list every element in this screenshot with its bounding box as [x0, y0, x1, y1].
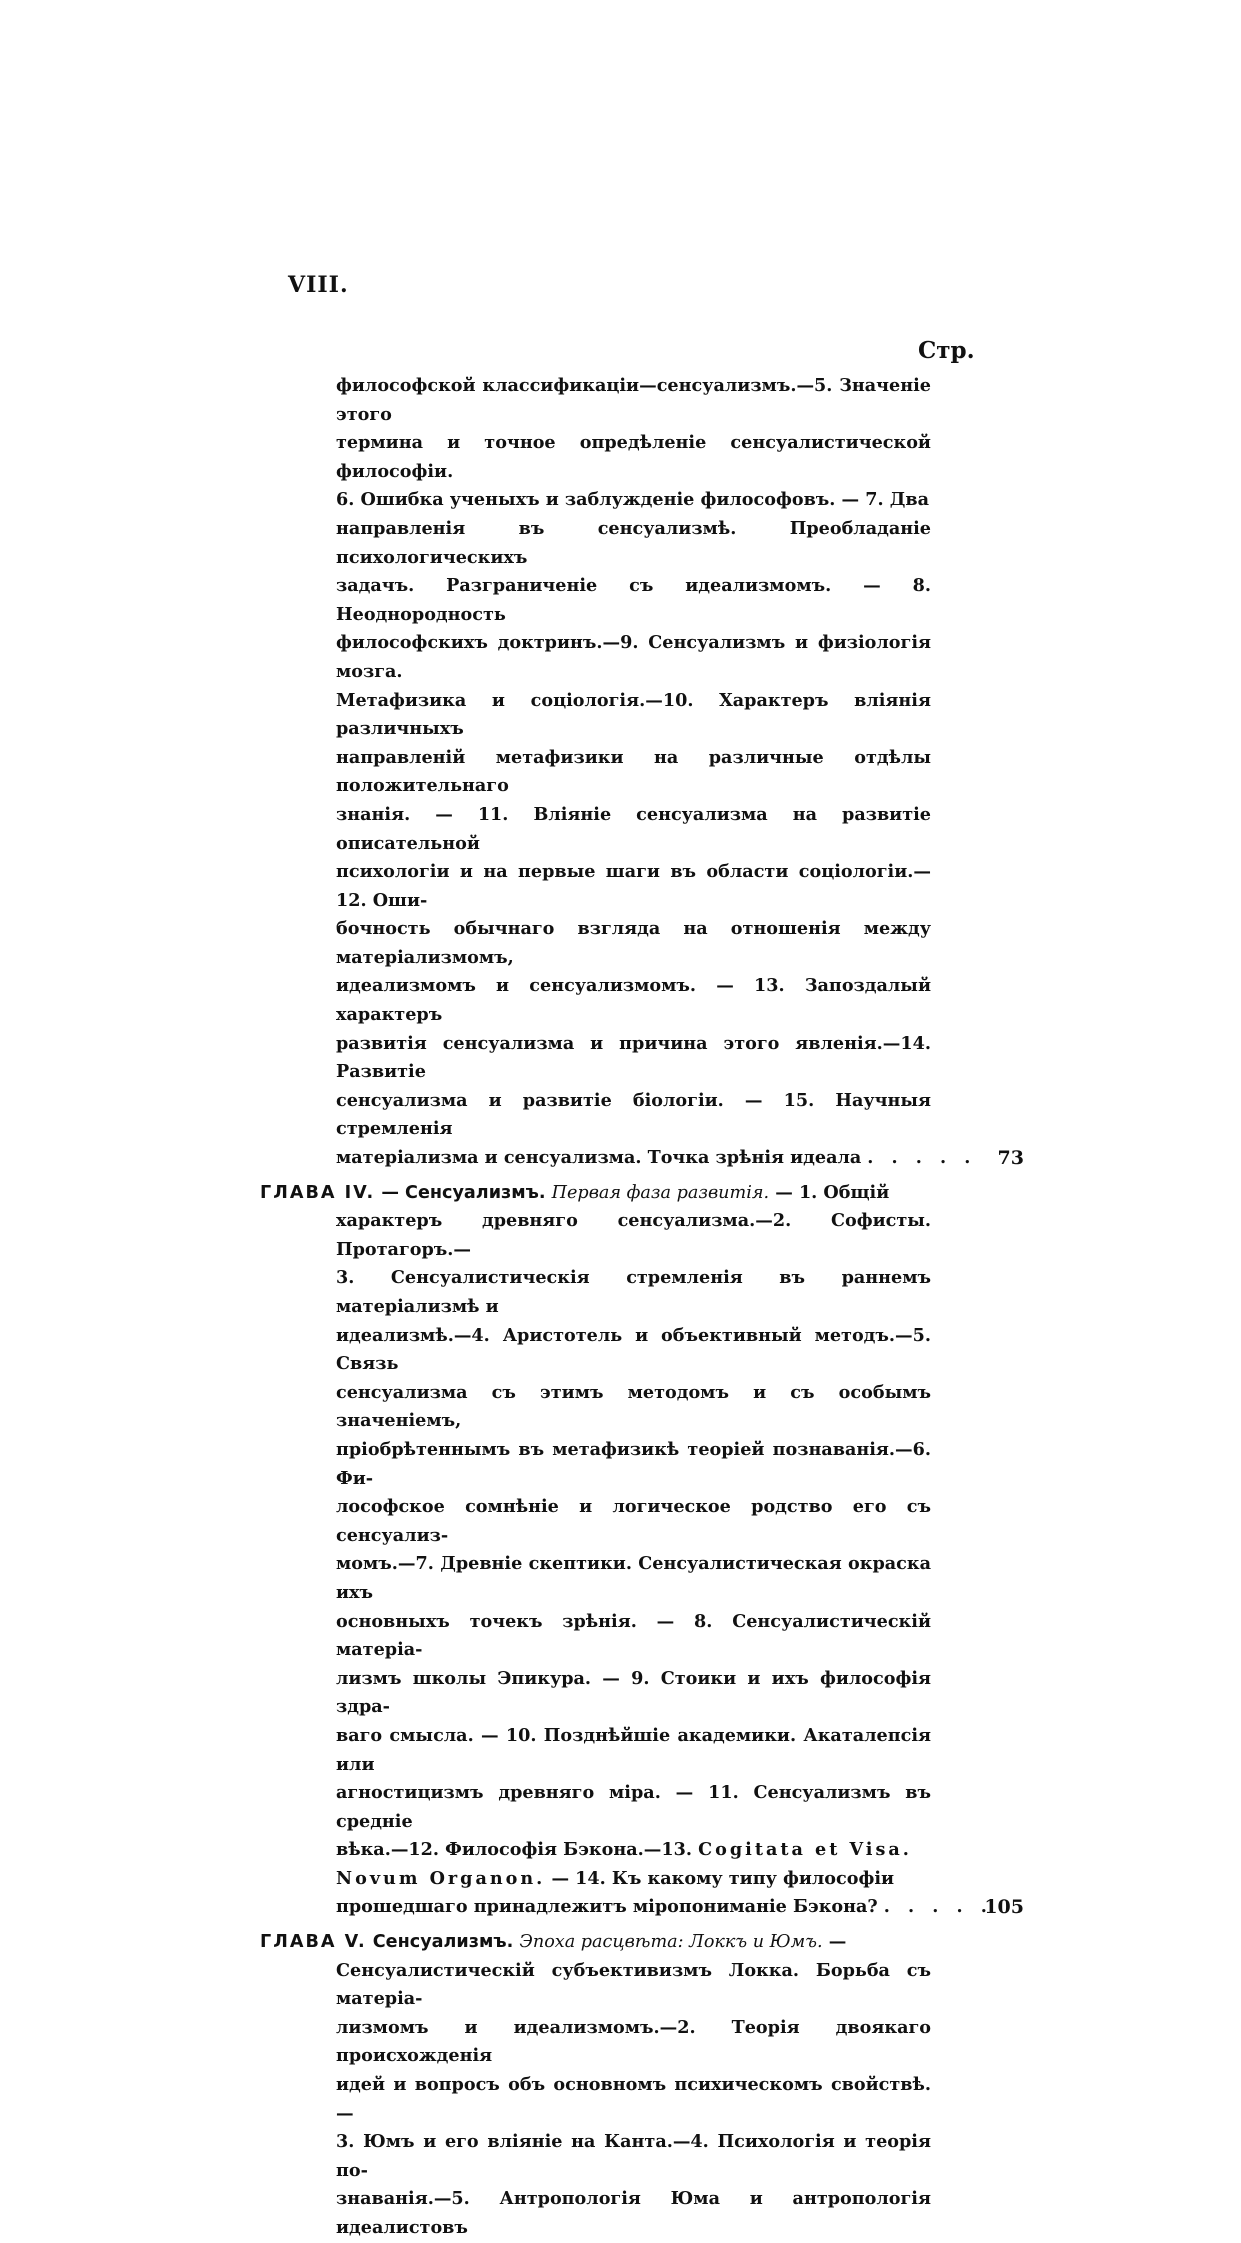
chapter-subtitle: Первая фаза развитія. — [551, 1182, 770, 1203]
toc-entry-chapter-4 — [260, 1179, 1024, 1922]
toc-line: 3. Сенсуалистическія стремленія въ раннемъ матеріализмѣ и — [336, 1267, 931, 1317]
toc-line: лизмъ школы Эпикура. — 9. Стоики и ихъ философія здра- — [336, 1667, 931, 1718]
chapter-subtitle: Эпоха расцвѣта: Локкъ и Юмъ. — [519, 1932, 823, 1953]
chapter-heading-line — [260, 1179, 931, 1208]
toc-line: 6. Ошибка ученыхъ и заблужденіе философовъ. — 7. Два — [336, 489, 930, 511]
toc-entry-chapter-5 — [260, 1928, 931, 2243]
toc-last-line — [336, 1144, 977, 1173]
latin-title: Novum Organon. — [336, 1867, 546, 1889]
toc-line: агностицизмъ древняго міра. — 11. Сенсуализмъ въ средніе — [336, 1782, 931, 1832]
toc-line: знаванія.—5. Антропологія Юма и антропологія идеалистовъ — [336, 2188, 931, 2238]
toc-line: — 1. Общій — [775, 1181, 890, 1203]
toc-line: психологіи и на первые шаги въ области соціологіи.—12. Оши- — [336, 861, 931, 911]
dot-leader: . . . . . — [867, 1147, 977, 1169]
toc-line: знанія. — 11. Вліяніе сенсуализма на развитіе описательной — [336, 803, 931, 854]
toc-line: Сенсуалистическій субъективизмъ Локка. Борьба съ матеріа- — [336, 1959, 931, 2010]
toc-line: сенсуализма и развитіе біологіи. — 15. Научныя стремленія — [336, 1089, 931, 1140]
toc-line: направленій метафизики на различные отдѣлы положительнаго — [336, 746, 931, 797]
toc-line: матеріализма и сенсуализма. Точка зрѣнія идеала — [336, 1147, 862, 1169]
toc-line: идеализмѣ.—4. Аристотель и объективный методъ.—5. Связь — [336, 1324, 931, 1375]
toc-line: лизмомъ и идеализмомъ.—2. Теорія двоякаго происхожденія — [336, 2016, 931, 2067]
toc-line: идей и вопросъ объ основномъ психическомъ свойствѣ. — — [336, 2074, 931, 2124]
page-number: VIII. — [288, 272, 349, 298]
chapter-title: — Сенсуализмъ. — [381, 1182, 546, 1203]
toc-line: философской классификаціи—сенсуализмъ.—5. Значеніе этого — [336, 375, 931, 425]
chapter-heading-line — [260, 1928, 931, 1957]
toc-line-text: — 14. Къ какому типу философіи — [551, 1867, 895, 1889]
toc-last-line — [336, 1893, 993, 1922]
page-reference: 73 — [997, 1147, 1024, 1170]
toc-line: сенсуализма съ этимъ методомъ и съ особымъ значеніемъ, — [336, 1381, 931, 1432]
toc-line: развитія сенсуализма и причина этого явленія.—14. Развитіе — [336, 1032, 931, 1083]
toc-line: бочность обычнаго взгляда на отношенія между матеріализмомъ, — [336, 918, 931, 968]
toc-line: прошедшаго принадлежитъ міропониманіе Бэкона? — [336, 1896, 878, 1918]
toc-line: основныхъ точекъ зрѣнія. — 8. Сенсуалистическій матеріа- — [336, 1610, 931, 1661]
toc-line: — — [828, 1931, 847, 1953]
chapter-label: ГЛАВА IV. — [260, 1182, 376, 1203]
toc-line-text: вѣка.—12. Философія Бэкона.—13. — [336, 1839, 692, 1861]
toc-line: 3. Юмъ и его вліяніе на Канта.—4. Психологія и теорія по- — [336, 2131, 931, 2181]
page-reference: 105 — [984, 1896, 1024, 1919]
toc-line: пріобрѣтеннымъ въ метафизикѣ теоріей познаванія.—6. Фи- — [336, 1438, 931, 1489]
toc-line — [336, 1836, 931, 1865]
toc-line: ваго смысла. — 10. Позднѣйшіе академики. Акаталепсія или — [336, 1724, 931, 1775]
table-of-contents — [0, 372, 1241, 2243]
toc-line: идеализмомъ и сенсуализмомъ. — 13. Запоздалый характеръ — [336, 975, 931, 1026]
toc-line: термина и точное опредѣленіе сенсуалистической философіи. — [336, 432, 931, 482]
pages-column-heading: Стр. — [918, 337, 975, 364]
toc-line: лософское сомнѣніе и логическое родство его съ сенсуализ- — [336, 1496, 931, 1546]
chapter-title: Сенсуализмъ. — [372, 1932, 514, 1953]
chapter-label: ГЛАВА V. — [260, 1932, 367, 1953]
toc-line: направленія въ сенсуализмѣ. Преобладаніе психологическихъ — [336, 517, 931, 568]
toc-line: философскихъ доктринъ.—9. Сенсуализмъ и физіологія мозга. — [336, 632, 931, 682]
latin-title: Cogitata et Visa. — [698, 1839, 912, 1861]
toc-line: задачъ. Разграниченіе съ идеализмомъ. — 8. Неоднородность — [336, 575, 931, 625]
toc-line: Метафизика и соціологія.—10. Характеръ вліянія различныхъ — [336, 689, 931, 740]
dot-leader: . . . . . — [883, 1896, 993, 1918]
toc-line: момъ.—7. Древніе скептики. Сенсуалистическая окраска ихъ — [336, 1553, 931, 1603]
toc-entry-chapter-3-continued — [336, 372, 1024, 1173]
toc-line: характеръ древняго сенсуализма.—2. Софисты. Протагоръ.— — [336, 1210, 931, 1260]
toc-line — [336, 1865, 931, 1894]
